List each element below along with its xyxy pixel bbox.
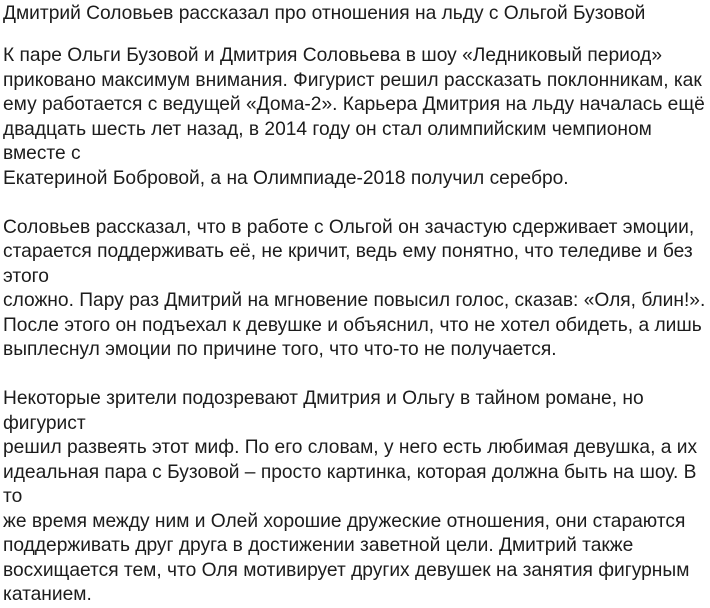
article-paragraph-3: Некоторые зрители подозревают Дмитрия и Ольгу в тайном романе, но фигурист решил развеять этот миф. По его словам, у него есть любимая девушка, а их идеальная пара с Бузовой – просто картинка, которая должна быть на шоу. В то же время между ним и Олей хорошие дружеские отношения, они стараются поддерживать друг друга в достижении заветной цели. Дмитрий также восхищается тем, что Оля мотивирует других девушек на занятия фигурным катанием. [3, 388, 698, 605]
article-title: Дмитрий Соловьев рассказал про отношения на льду с Ольгой Бузовой [3, 3, 646, 24]
article-paragraph-1: К паре Ольги Бузовой и Дмитрия Соловьева в шоу «Ледниковый период» приковано максимум внимания. Фигурист решил рассказать поклонникам, как ему работается с ведущей «Дома-2». Карьера Дмитрия на льду началась ещё двадцать шесть лет назад, в 2014 году он стал олимпийским чемпионом вместе с Екатериной Бобровой, а на Олимпиаде-2018 получил серебро. [3, 45, 705, 189]
article-paragraph-2: Соловьев рассказал, что в работе с Ольгой он зачастую сдерживает эмоции, старается поддерживать её, не кричит, ведь ему понятно, что теледиве и без этого сложно. Пару раз Дмитрий на мгновение повысил голос, сказав: «Оля, блин!». После этого он подъехал к девушке и объяснил, что не хотел обидеть, а лишь выплеснул эмоции по причине того, что что-то не получается. [3, 216, 706, 360]
